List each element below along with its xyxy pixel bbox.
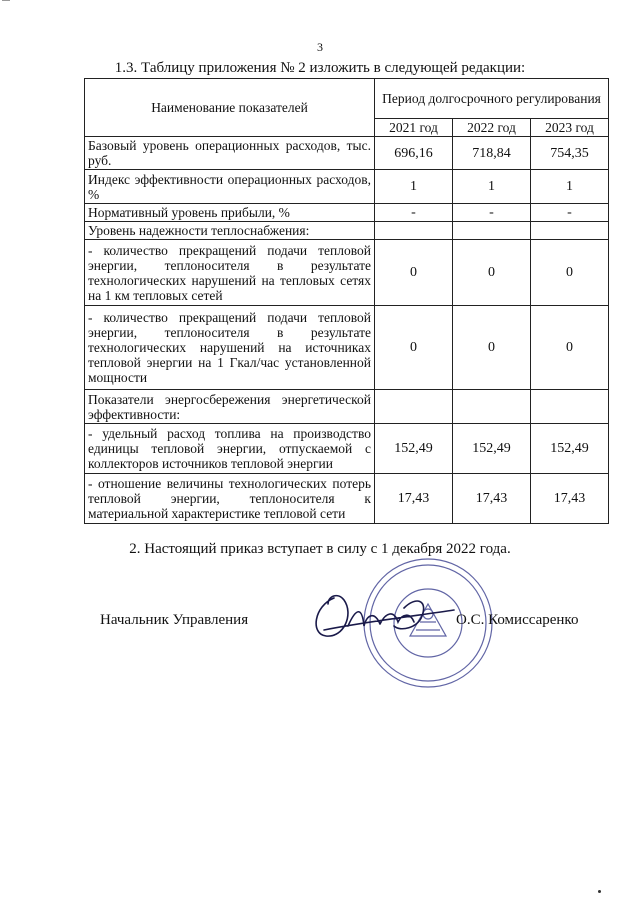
row-value bbox=[453, 390, 531, 424]
scan-dot bbox=[598, 890, 601, 893]
row-name: Уровень надежности теплоснабжения: bbox=[85, 222, 375, 240]
row-value: 152,49 bbox=[453, 424, 531, 474]
table-row bbox=[85, 170, 609, 204]
row-name: - количество прекращений подачи тепловой энергии, теплоносителя в результате технологических нарушений на тепловых сетях на 1 км тепловых сетей bbox=[85, 240, 375, 306]
row-value: 1 bbox=[375, 170, 453, 204]
header-regulation-period: Период долгосрочного регулирования bbox=[375, 79, 609, 119]
signer-name: О.С. Комиссаренко bbox=[456, 612, 579, 628]
row-value: 1 bbox=[453, 170, 531, 204]
table-row bbox=[85, 306, 609, 390]
row-value: 718,84 bbox=[453, 137, 531, 170]
handwritten-signature bbox=[304, 586, 464, 646]
row-value bbox=[531, 390, 609, 424]
row-value: 0 bbox=[375, 240, 453, 306]
decree-effective-date-paragraph: 2. Настоящий приказ вступает в силу с 1 декабря 2022 года. bbox=[129, 541, 511, 557]
row-value bbox=[453, 222, 531, 240]
row-name: - удельный расход топлива на производство единицы тепловой энергии, отпускаемой с коллекторов источников тепловой энергии bbox=[85, 424, 375, 474]
header-year-2022: 2022 год bbox=[453, 119, 531, 137]
row-value: 754,35 bbox=[531, 137, 609, 170]
row-value bbox=[531, 222, 609, 240]
row-name: - отношение величины технологических потерь тепловой энергии, теплоносителя к материальной характеристике тепловой сети bbox=[85, 474, 375, 524]
table-row bbox=[85, 390, 609, 424]
row-name: Базовый уровень операционных расходов, тыс. руб. bbox=[85, 137, 375, 170]
header-year-2021: 2021 год bbox=[375, 119, 453, 137]
header-year-2023: 2023 год bbox=[531, 119, 609, 137]
row-value: 0 bbox=[375, 306, 453, 390]
signer-position: Начальник Управления bbox=[100, 612, 249, 628]
table-row bbox=[85, 222, 609, 240]
table-row bbox=[85, 137, 609, 170]
row-value: 17,43 bbox=[453, 474, 531, 524]
row-value: 0 bbox=[531, 306, 609, 390]
indicators-table bbox=[84, 78, 609, 524]
row-value: 17,43 bbox=[531, 474, 609, 524]
row-value: 0 bbox=[531, 240, 609, 306]
row-value bbox=[375, 222, 453, 240]
row-value: 152,49 bbox=[375, 424, 453, 474]
table-row bbox=[85, 424, 609, 474]
table-row bbox=[85, 204, 609, 222]
row-name: Показатели энергосбережения энергетической эффективности: bbox=[85, 390, 375, 424]
row-value: 17,43 bbox=[375, 474, 453, 524]
table-row bbox=[85, 240, 609, 306]
header-indicator-name: Наименование показателей bbox=[85, 79, 375, 137]
row-value: 0 bbox=[453, 306, 531, 390]
row-value: 0 bbox=[453, 240, 531, 306]
row-value: 152,49 bbox=[531, 424, 609, 474]
row-name: - количество прекращений подачи тепловой энергии, теплоносителя в результате технологических нарушений на источниках тепловой энергии на 1 Гкал/час установленной мощности bbox=[85, 306, 375, 390]
row-name: Нормативный уровень прибыли, % bbox=[85, 204, 375, 222]
row-value: - bbox=[453, 204, 531, 222]
scan-corner-mark bbox=[2, 0, 10, 1]
row-value: - bbox=[531, 204, 609, 222]
page-number: 3 bbox=[317, 40, 323, 54]
intro-paragraph: 1.3. Таблицу приложения № 2 изложить в следующей редакции: bbox=[114, 60, 526, 76]
row-value: 696,16 bbox=[375, 137, 453, 170]
row-value: 1 bbox=[531, 170, 609, 204]
table-row bbox=[85, 474, 609, 524]
row-value: - bbox=[375, 204, 453, 222]
row-value bbox=[375, 390, 453, 424]
row-name: Индекс эффективности операционных расходов, % bbox=[85, 170, 375, 204]
